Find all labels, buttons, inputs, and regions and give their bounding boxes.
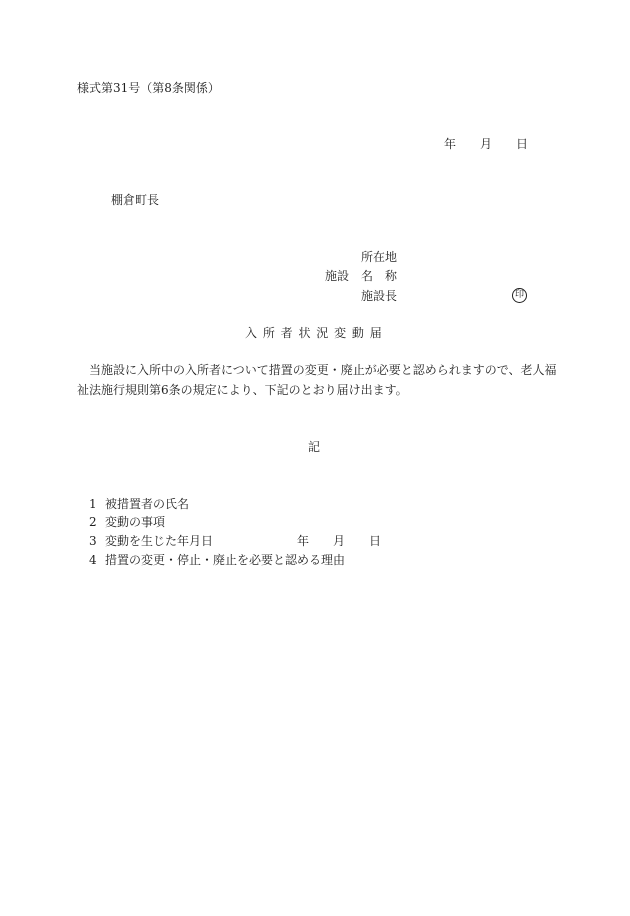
item-number: 3 [89,534,97,548]
form-number: 様式第31号（第8条関係） [77,81,220,95]
item-number: 1 [89,497,97,511]
document-title: 入 所 者 状 況 変 動 届 [245,326,383,340]
facility-address-label: 所在地 [361,250,398,264]
note-heading: 記 [308,440,321,454]
item-label: 変動を生じた年月日 [105,534,214,548]
submission-date: 年 月 日 [444,137,529,151]
addressee: 棚倉町長 [111,193,160,207]
item-label: 変動の事項 [105,515,166,529]
item-number: 4 [89,553,97,567]
seal-mark: 印 [512,288,527,303]
facility-group-label: 施設 [325,269,350,283]
change-date: 年 月 日 [297,534,382,548]
item-label: 措置の変更・停止・廃止を必要と認める理由 [105,553,346,567]
body-line: 祉法施行規則第6条の規定により、下記のとおり届け出ます。 [77,383,408,397]
facility-name-label: 名 称 [361,269,398,283]
body-line: 当施設に入所中の入所者について措置の変更・廃止が必要と認められますので、老人福 [77,363,557,377]
item-number: 2 [89,515,97,529]
facility-director-label: 施設長 [361,289,398,303]
item-label: 被措置者の氏名 [105,497,190,511]
